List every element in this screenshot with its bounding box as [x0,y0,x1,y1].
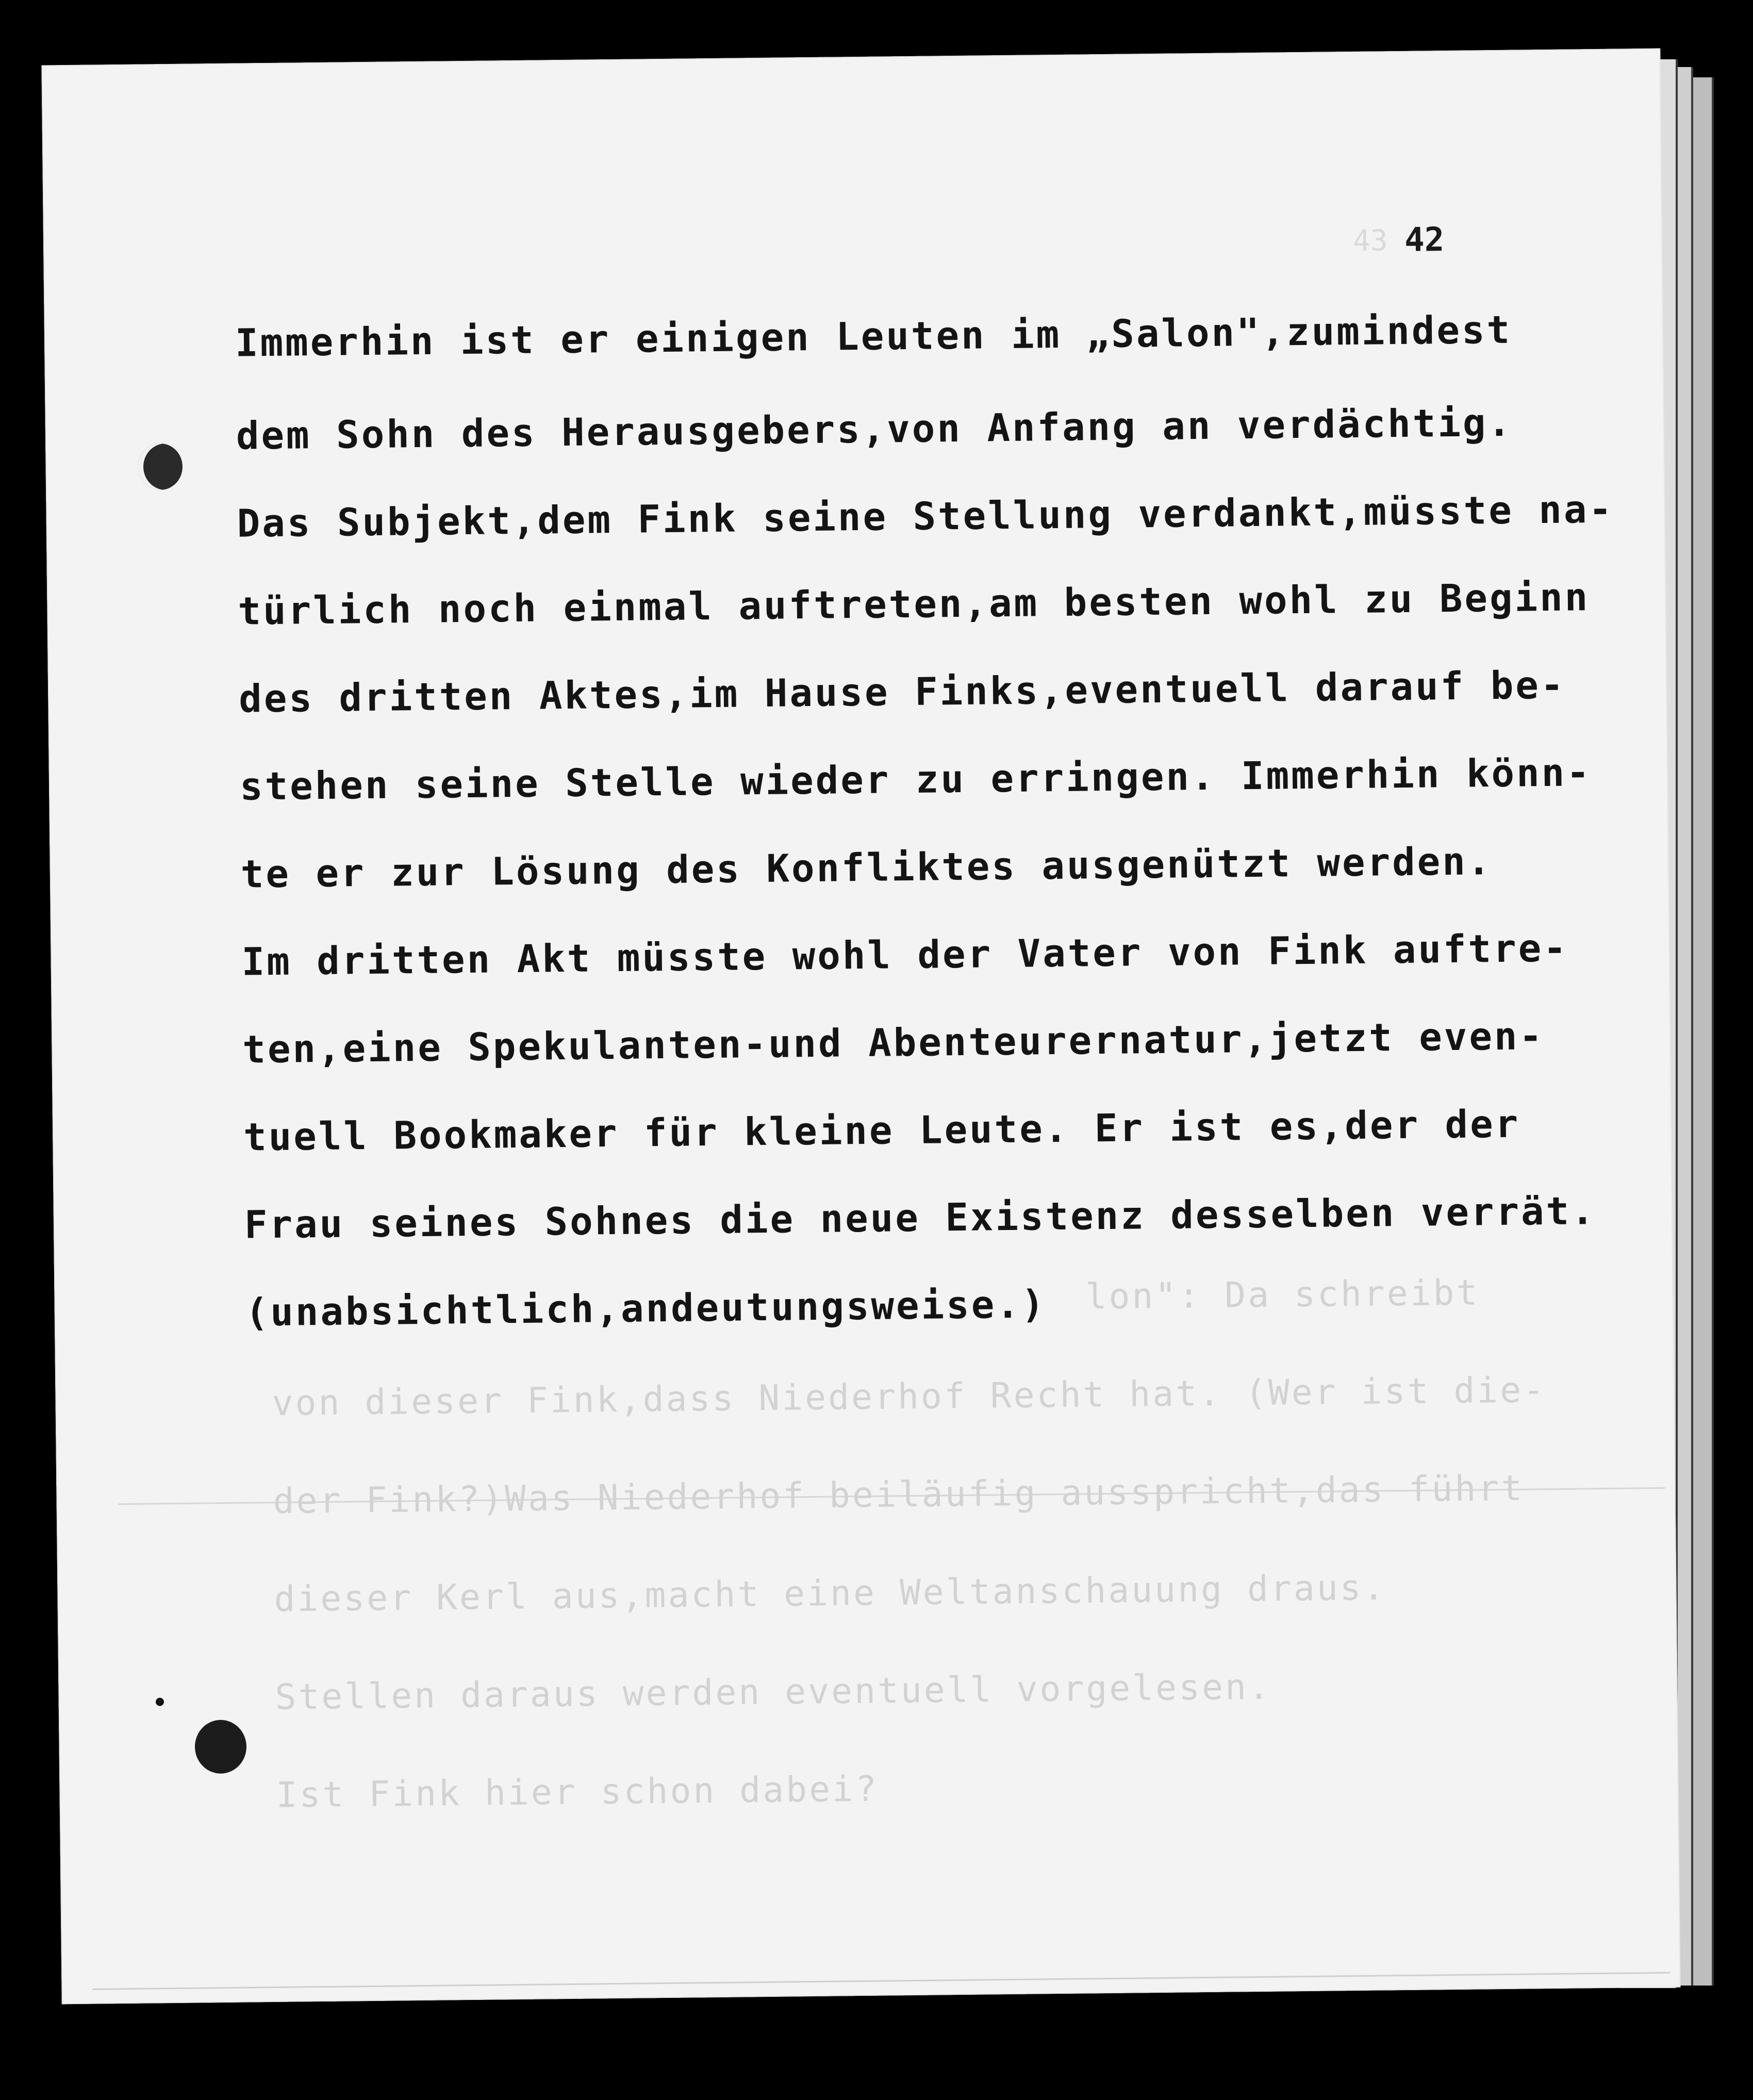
ghost-text-line: lon": Da schreibt [1085,1272,1480,1318]
punch-hole-mark [195,1720,246,1774]
body-text-line: Im dritten Akt müsste wohl der Vater von Fink auftre- [241,926,1569,985]
ghost-text-line: von dieser Fink,dass Niederhof Recht hat. (Wer ist die- [272,1370,1547,1424]
body-text-line: türlich noch einmal auftreten,am besten wohl zu Beginn [238,575,1590,634]
ghost-text-line: Ist Fink hier schon dabei? [276,1768,879,1816]
punch-hole-mark [138,444,183,490]
ghost-page-number: 43 [1352,224,1388,258]
body-text-line: Immerhin ist er einigen Leuten im „Salon",zumindest [235,307,1512,366]
ghost-text-line: Stellen daraus werden eventuell vorgelesen. [275,1666,1272,1718]
ghost-text-line: dieser Kerl aus,macht eine Weltanschauung draus. [274,1567,1386,1620]
ghost-text-line: der Fink?)Was Niederhof beiläufig ausspricht,das führt [273,1468,1525,1522]
body-text-line: Das Subjekt,dem Fink seine Stellung verdankt,müsste na- [237,487,1614,546]
body-text-line: ten,eine Spekulanten-und Abenteurernatur,jetzt even- [242,1014,1545,1072]
body-text-line: dem Sohn des Herausgebers,von Anfang an verdächtig. [236,400,1513,458]
page-number: 42 [1404,221,1445,259]
body-text-line: stehen seine Stelle wieder zu erringen. Immerhin könn- [239,750,1592,809]
page-bottom-line [92,1972,1670,1990]
typewritten-page [41,48,1680,2005]
body-text-line: te er zur Lösung des Konfliktes ausgenützt werden. [240,839,1493,897]
body-text-line: tuell Bookmaker für kleine Leute. Er ist es,der der [243,1102,1520,1160]
body-text-line: Frau seines Sohnes die neue Existenz desselben verrät. [244,1189,1597,1248]
ink-dot [156,1698,164,1706]
body-text-line: (unabsichtlich,andeutungsweise.) [245,1282,1047,1335]
body-text-line: des dritten Aktes,im Hause Finks,eventuell darauf be- [238,663,1566,721]
